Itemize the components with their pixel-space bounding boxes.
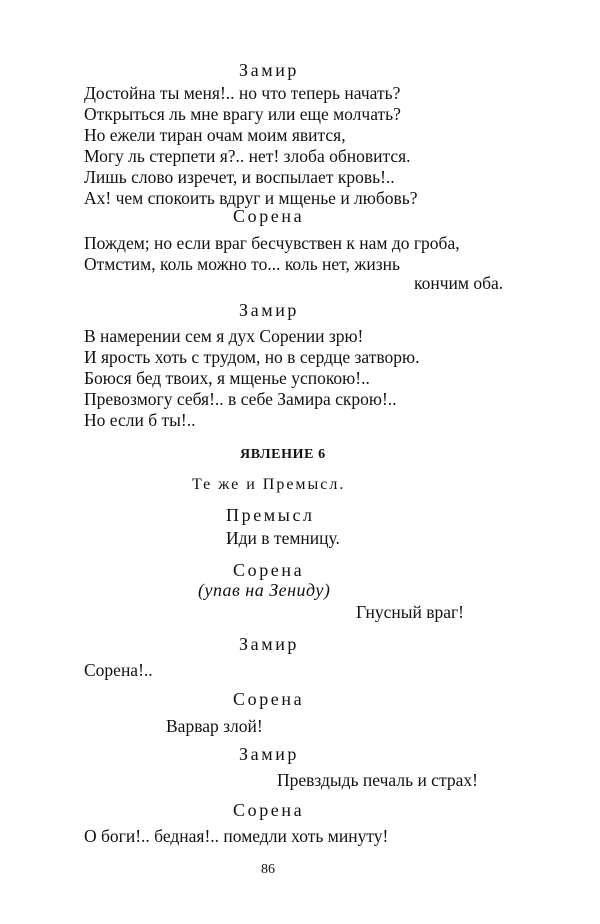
verse-line: Варвар злой!: [166, 716, 263, 736]
verse-line: Открыться ль мне врагу или еще молчать?: [84, 104, 401, 124]
speaker-name: Сорена: [233, 206, 305, 226]
speaker-name: Сорена: [233, 800, 305, 820]
speaker-name: Замир: [239, 60, 300, 80]
verse-line: Но ежели тиран очам моим явится,: [84, 125, 346, 145]
speaker-name: Сорена: [233, 689, 305, 709]
verse-line: Гнусный враг!: [356, 602, 464, 622]
speaker-name: Замир: [239, 634, 300, 654]
scene-heading: ЯВЛЕНИЕ 6: [240, 447, 326, 462]
verse-line: Но если б ты!..: [84, 410, 196, 430]
verse-line: В намерении сем я дух Сорении зрю!: [84, 326, 364, 346]
verse-line-continuation: кончим оба.: [414, 273, 504, 293]
speaker-name: Премысл: [226, 505, 315, 525]
verse-line: Превздыдь печаль и страх!: [277, 770, 478, 790]
stage-direction: (упав на Зениду): [198, 580, 331, 600]
verse-line: Сорена!..: [84, 660, 153, 680]
verse-line: Боюся бед твоих, я мщенье успокою!..: [84, 368, 370, 388]
verse-line: Иди в темницу.: [226, 528, 340, 548]
page-number: 86: [261, 862, 275, 877]
verse-line: Превозмогу себя!.. в себе Замира скрою!..: [84, 389, 397, 409]
verse-line: Достойна ты меня!.. но что теперь начать?: [84, 83, 401, 103]
verse-line: Могу ль стерпети я?.. нет! злоба обновится.: [84, 146, 411, 166]
verse-line: И ярость хоть с трудом, но в сердце затворю.: [84, 347, 420, 367]
verse-line: О боги!.. бедная!.. помедли хоть минуту!: [84, 826, 389, 846]
verse-line: Ах! чем спокоить вдруг и мщенье и любовь?: [84, 188, 418, 208]
verse-line: Пождем; но если враг бесчувствен к нам до гроба,: [84, 233, 460, 253]
verse-line: Лишь слово изречет, и воспылает кровь!..: [84, 167, 395, 187]
verse-line: Отмстим, коль можно то... коль нет, жизнь: [84, 254, 400, 274]
speaker-name: Сорена: [233, 560, 305, 580]
speaker-name: Замир: [239, 744, 300, 764]
speaker-name: Замир: [239, 300, 300, 320]
stage-direction-cast: Те же и Премысл.: [192, 476, 346, 493]
